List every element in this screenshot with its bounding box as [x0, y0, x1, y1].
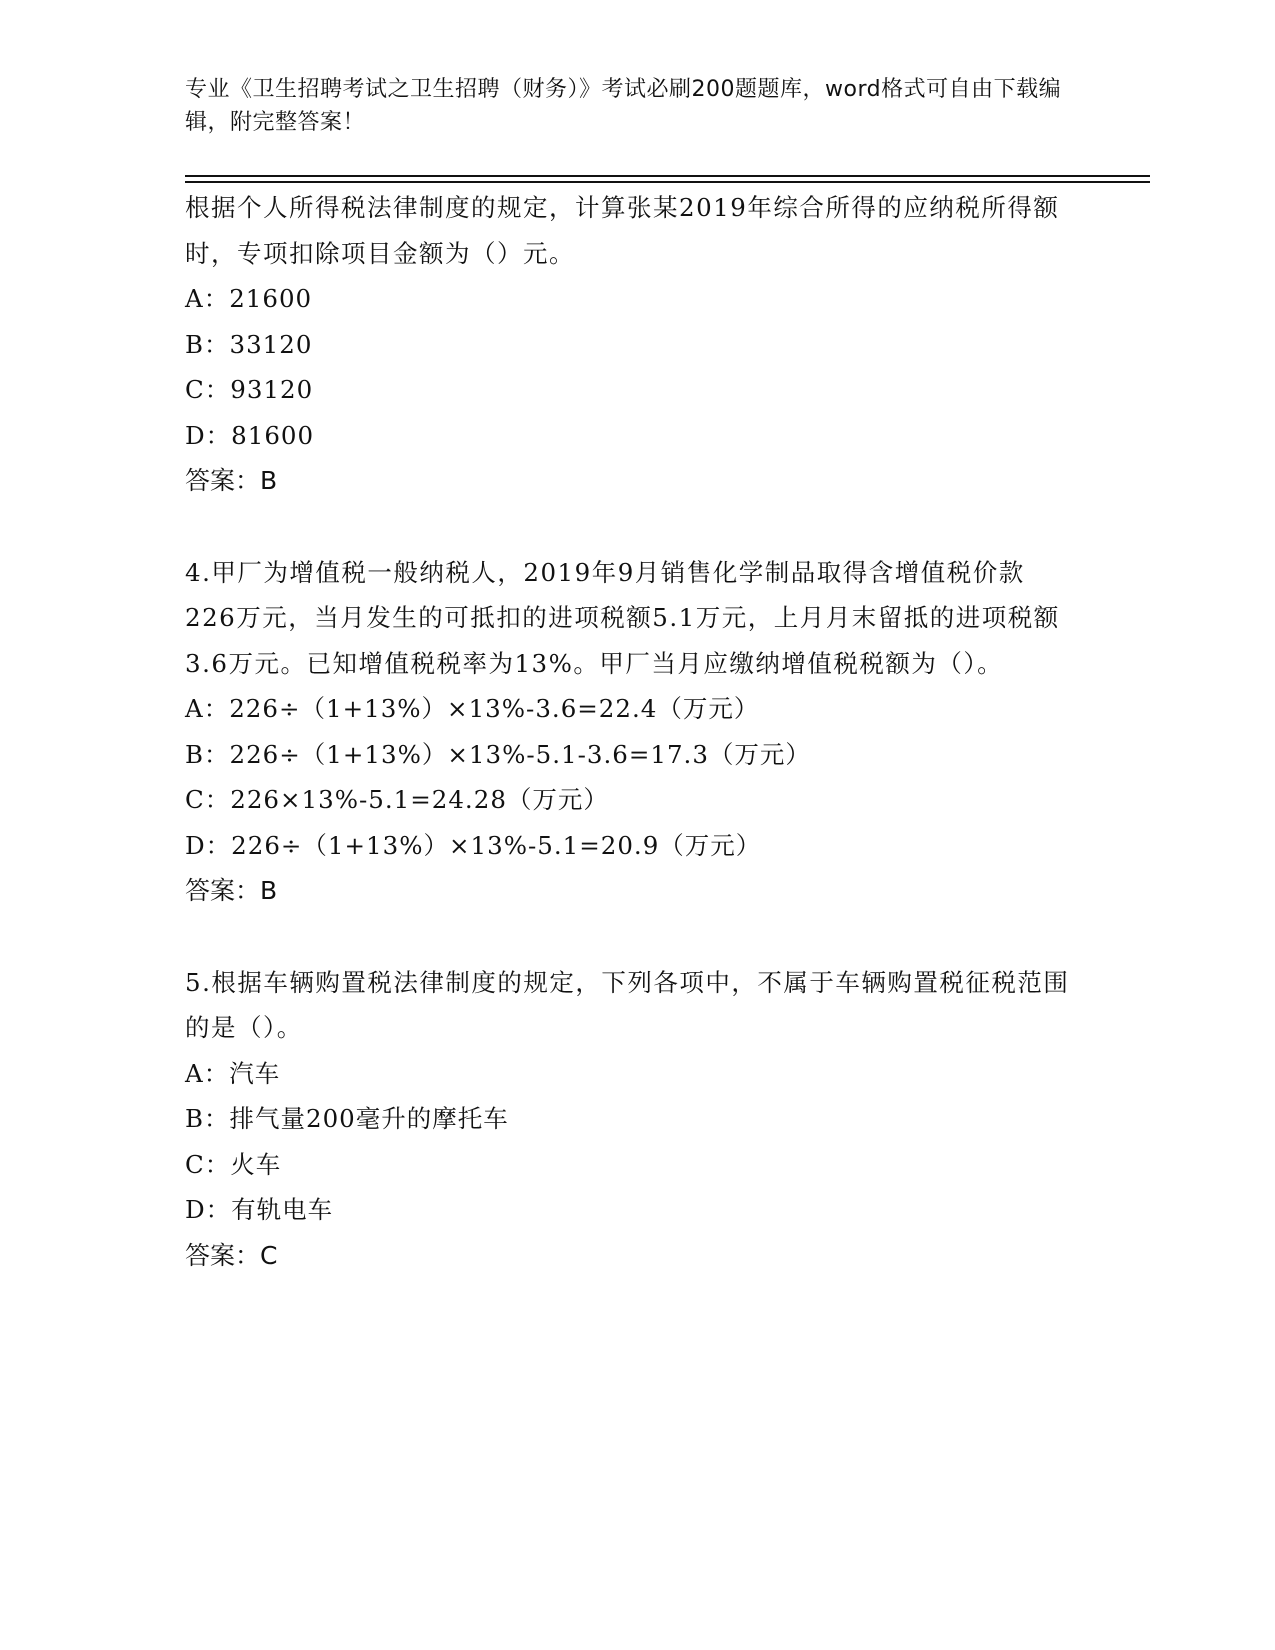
option-c: C：火车 — [185, 1149, 282, 1179]
option-b: B：226÷（1+13%）×13%-5.1-3.6=17.3（万元） — [185, 739, 811, 769]
option-d: D：226÷（1+13%）×13%-5.1=20.9（万元） — [185, 830, 762, 860]
question-text: 5.根据车辆购置税法律制度的规定，下列各项中，不属于车辆购置税征税范围的是（）。 — [185, 967, 1070, 1042]
question-list — [185, 185, 1075, 1278]
question-spacer — [185, 914, 1075, 960]
option-b: B：33120 — [185, 329, 313, 359]
question-block — [185, 185, 1075, 504]
option-a: A：226÷（1+13%）×13%-3.6=22.4（万元） — [185, 694, 760, 723]
option-a: A：21600 — [185, 284, 313, 313]
answer-line: 答案：C — [185, 1240, 278, 1270]
option-d: D：81600 — [185, 420, 315, 450]
header-rule-bottom — [185, 181, 1150, 183]
question-spacer — [185, 504, 1075, 550]
question-text: 根据个人所得税法律制度的规定，计算张某2019年综合所得的应纳税所得额时，专项扣除项目金额为（）元。 — [185, 193, 1060, 268]
answer-line: 答案：B — [185, 876, 278, 905]
question-block — [185, 960, 1075, 1279]
option-b: B：排气量200毫升的摩托车 — [185, 1104, 509, 1133]
option-c: C：226×13%-5.1=24.28（万元） — [185, 785, 609, 814]
option-a: A：汽车 — [185, 1058, 281, 1088]
option-d: D：有轨电车 — [185, 1195, 334, 1224]
header-rule-top — [185, 175, 1150, 177]
question-text: 4.甲厂为增值税一般纳税人，2019年9月销售化学制品取得含增值税价款226万元，当月发生的可抵扣的进项税额5.1万元，上月月末留抵的进项税额3.6万元。已知增值税税率为13%。甲厂当月应缴纳增值税税额为（）。 — [185, 557, 1060, 678]
option-c: C：93120 — [185, 375, 314, 404]
answer-line: 答案：B — [185, 466, 278, 495]
document-header: 专业《卫生招聘考试之卫生招聘（财务）》考试必刷200题题库，word格式可自由下载编辑，附完整答案！ — [185, 77, 1062, 135]
question-block — [185, 550, 1075, 914]
